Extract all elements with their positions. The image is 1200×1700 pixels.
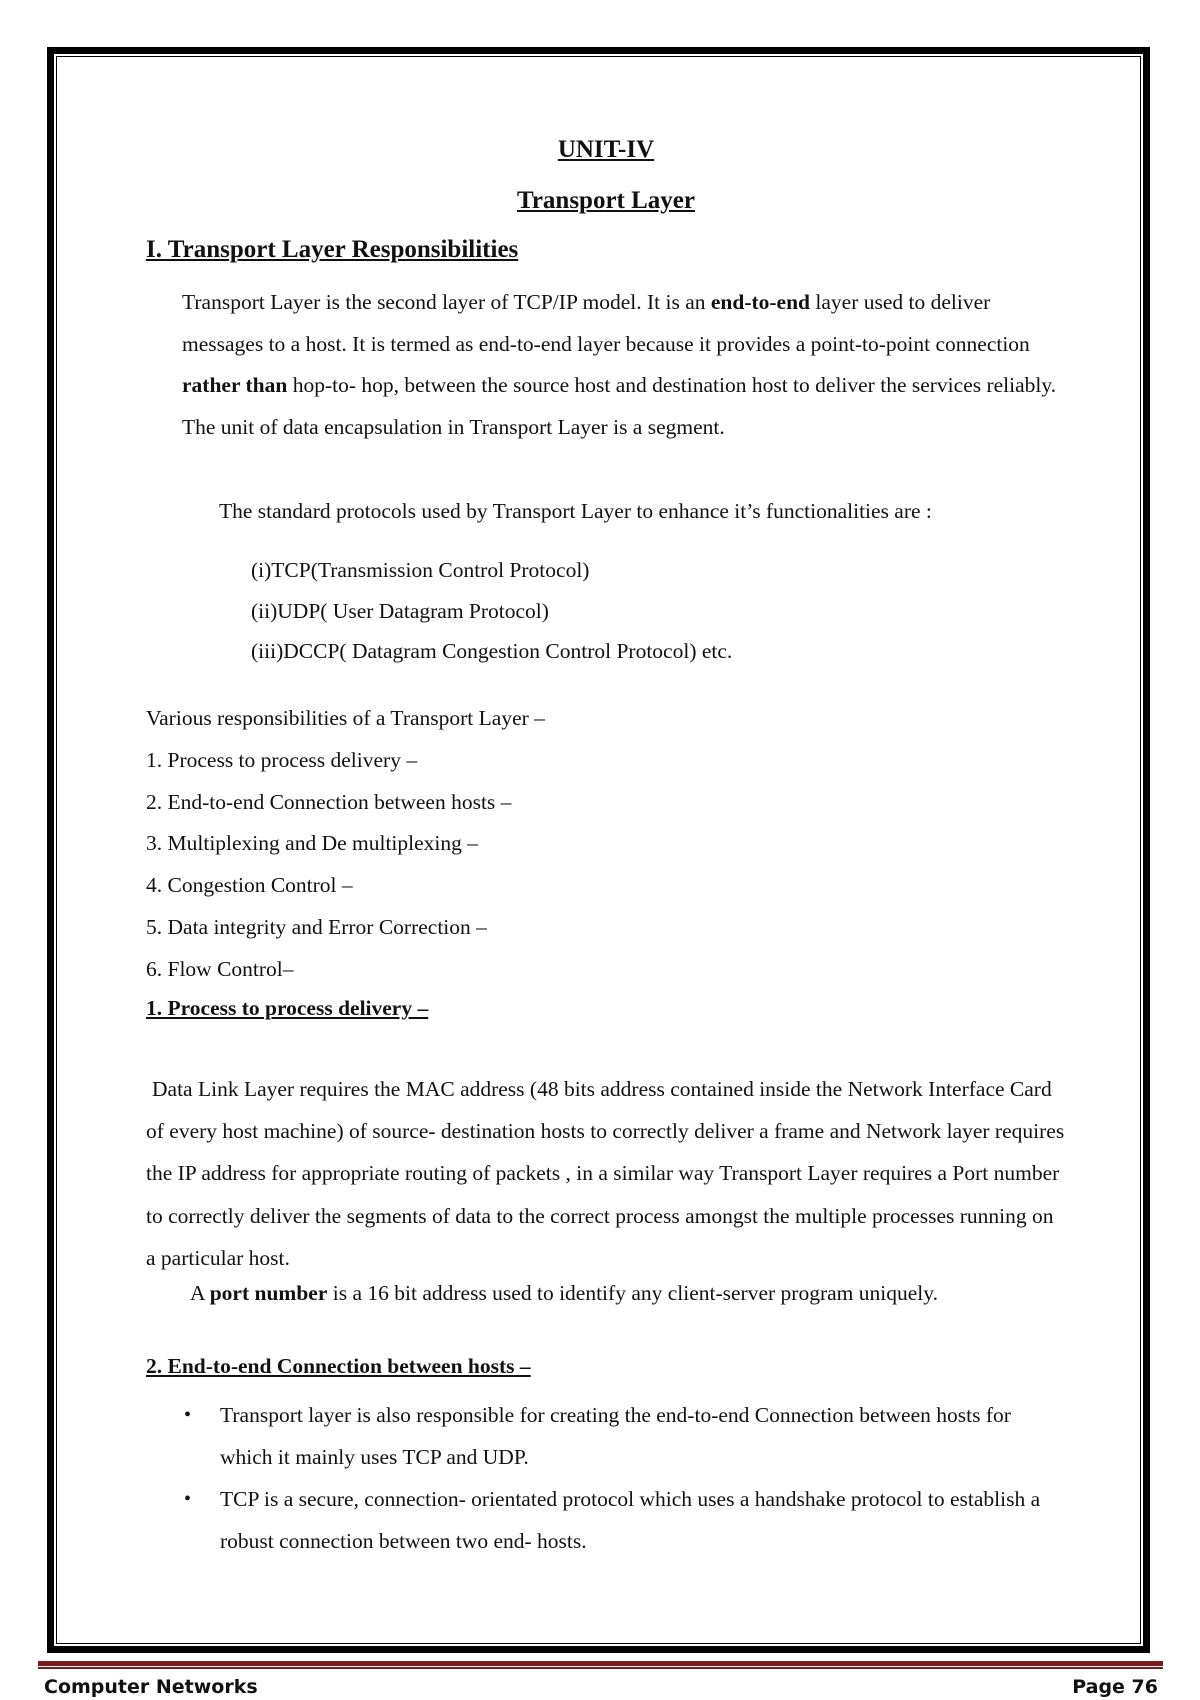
list-item: • TCP is a secure, connection- orientated protocol which uses a handshake protocol to establish a robust connection between two end- hosts. (146, 1478, 1046, 1562)
subheading-end-to-end: 2. End-to-end Connection between hosts – (146, 1354, 531, 1378)
unit-title: UNIT-IV (557, 136, 655, 163)
footer-course-name: Computer Networks (44, 1676, 258, 1698)
list-item: (i)TCP(Transmission Control Protocol) (251, 558, 590, 582)
intro-paragraph: Transport Layer is the second layer of TCP/IP model. It is an end-to-end layer used to deliver messages to a host. It is termed as end-to-end layer because it provides a point-to-point connection rather than hop-to- hop, between the source host and destination host to deliver the services reliably. The unit of data encapsulation in Transport Layer is a segment. (182, 290, 1057, 439)
list-item: 5. Data integrity and Error Correction – (146, 914, 487, 939)
port-paragraph: Data Link Layer requires the MAC address (48 bits address contained inside the Network Interface Card of every host machine) of source- destination hosts to correctly deliver a frame and Network layer requires the IP address for appropriate routing of packets , in a similar way Transport Layer requires a Port number to correctly deliver the segments of data to the correct process amongst the multiple processes running on a particular host. (146, 1077, 1065, 1270)
port-number-paragraph: A port number is a 16 bit address used to identify any client-server program uniquely. (190, 1281, 938, 1305)
footer-rule-thin (38, 1667, 1163, 1669)
list-item: (ii)UDP( User Datagram Protocol) (251, 598, 549, 623)
protocol-list (251, 550, 732, 672)
section-heading: I. Transport Layer Responsibilities (146, 236, 519, 263)
list-item: (iii)DCCP( Datagram Congestion Control Protocol) etc. (251, 639, 733, 663)
page-title: Transport Layer (517, 187, 695, 214)
bold-end-to-end: end-to-end (710, 290, 811, 314)
responsibility-list (146, 698, 545, 991)
footer-page-number: Page 76 (1072, 1676, 1158, 1698)
list-item: 1. Process to process delivery – (146, 747, 418, 772)
list-item: 6. Flow Control– (146, 956, 294, 981)
list-item: 2. End-to-end Connection between hosts – (146, 789, 512, 814)
responsibilities-intro: Various responsibilities of a Transport Layer – (146, 706, 545, 730)
list-item: • Transport layer is also responsible for creating the end-to-end Connection between hosts for which it mainly uses TCP and UDP. (146, 1394, 1046, 1478)
page-footer (44, 1676, 1174, 1700)
bullet-list (146, 1394, 1046, 1562)
list-item: 3. Multiplexing and De multiplexing – (146, 831, 479, 856)
list-item: 4. Congestion Control – (146, 873, 353, 898)
subheading-process-delivery: 1. Process to process delivery – (146, 996, 429, 1020)
bold-port-number: port number (209, 1281, 328, 1305)
bold-rather-than: rather than (182, 373, 288, 397)
footer-rule (38, 1661, 1163, 1666)
protocols-intro: The standard protocols used by Transport Layer to enhance it’s functionalities are : (219, 499, 932, 523)
